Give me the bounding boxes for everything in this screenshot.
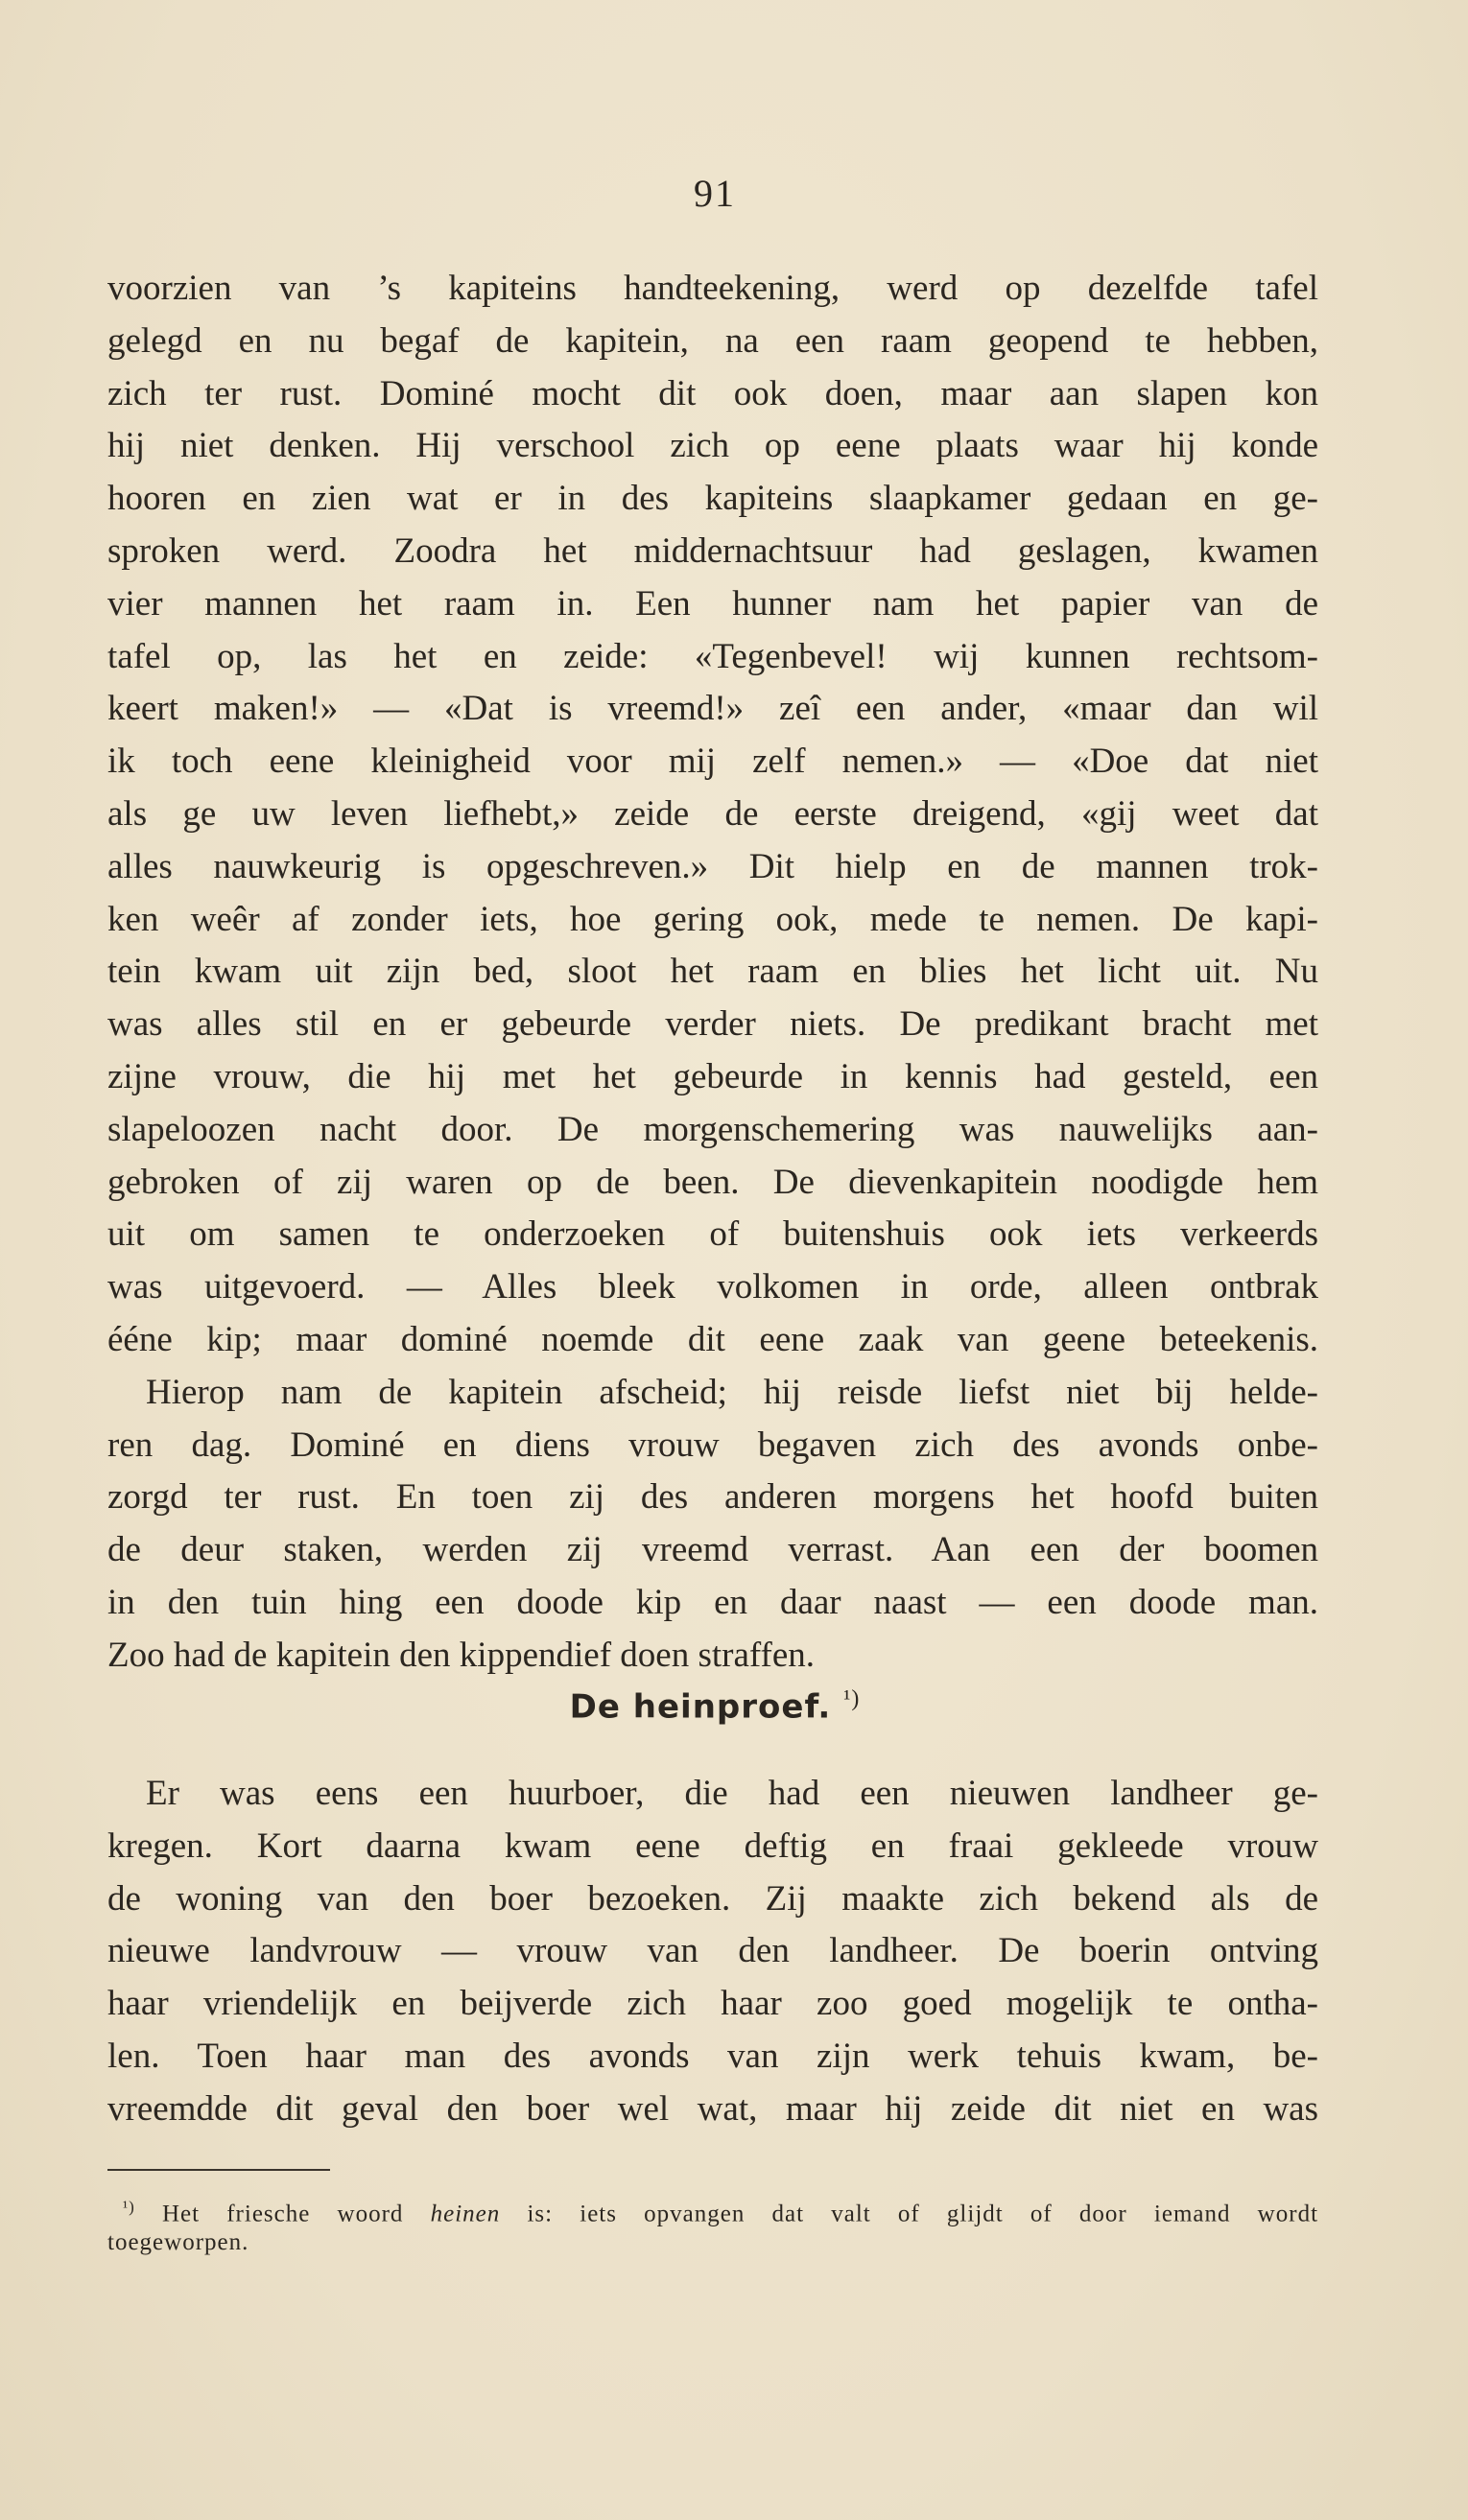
- footnote-line: toegeworpen.: [107, 2229, 249, 2255]
- footnote-line: [123, 2189, 1318, 2225]
- section-heading-text: De heinproef.: [569, 1687, 832, 1727]
- text-line: slapeloozen nacht door. De morgenschemering was nauwelijks aan-: [107, 1109, 1318, 1149]
- text-line: in den tuin hing een doode kip en daar naast — een doode man.: [107, 1582, 1318, 1622]
- text-line: haar vriendelijk en beijverde zich haar zoo goed mogelijk te ontha-: [107, 1984, 1318, 2024]
- text-line: Zoo had de kapitein den kippendief doen straffen.: [107, 1635, 816, 1675]
- text-line: tafel op, las het en zeide: «Tegenbevel! wij kunnen rechtsom-: [107, 636, 1318, 676]
- section-heading: [0, 1686, 1430, 1726]
- paragraph: [107, 1367, 1318, 1683]
- body-text: [107, 263, 1318, 1683]
- footnote-divider: [107, 2169, 330, 2171]
- text-line: als ge uw leven liefhebt,» zeide de eerste dreigend, «gij weet dat: [107, 793, 1318, 834]
- footnote-term: heinen: [430, 2201, 501, 2227]
- text-line: ik toch eene kleinigheid voor mij zelf nemen.» — «Doe dat niet: [107, 742, 1318, 782]
- text-line: vreemdde dit geval den boer wel wat, maar hij zeide dit niet en was: [107, 2088, 1318, 2129]
- text-line: tein kwam uit zijn bed, sloot het raam en blies het licht uit. Nu: [107, 952, 1318, 992]
- text-line: de deur staken, werden zij vreemd verrast. Aan een der boomen: [107, 1530, 1318, 1570]
- text-line: alles nauwkeurig is opgeschreven.» Dit hielp en de mannen trok-: [107, 846, 1318, 886]
- text-line: ken weêr af zonder iets, hoe gering ook, mede te nemen. De kapi-: [107, 899, 1318, 939]
- text-line: zijne vrouw, die hij met het gebeurde in kennis had gesteld, een: [107, 1056, 1318, 1096]
- text-line: ééne kip; maar dominé noemde dit eene zaak van geene beteekenis.: [107, 1319, 1318, 1359]
- text-line: vier mannen het raam in. Een hunner nam het papier van de: [107, 583, 1318, 624]
- text-line: keert maken!» — «Dat is vreemd!» zeî een ander, «maar dan wil: [107, 689, 1318, 729]
- text-line: len. Toen haar man des avonds van zijn werk tehuis kwam, be-: [107, 2036, 1318, 2076]
- text-line: hooren en zien wat er in des kapiteins slaapkamer gedaan en ge-: [107, 479, 1318, 519]
- text-line: Hierop nam de kapitein afscheid; hij reisde liefst niet bij helde-: [146, 1372, 1318, 1412]
- text-line: zich ter rust. Dominé mocht dit ook doen, maar aan slapen kon: [107, 373, 1318, 413]
- footnote-reference: ¹): [843, 1686, 861, 1711]
- paragraph: [107, 263, 1318, 1367]
- text-line: ren dag. Dominé en diens vrouw begaven zich des avonds onbe-: [107, 1425, 1318, 1465]
- text-line: Er was eens een huurboer, die had een nieuwen landheer ge-: [146, 1774, 1318, 1813]
- text-line: kregen. Kort daarna kwam eene deftig en fraai gekleede vrouw: [107, 1825, 1318, 1866]
- paragraph: [107, 1768, 1318, 2136]
- footnote-text: is: iets opvangen dat valt of glijdt of door iemand wordt: [527, 2201, 1319, 2227]
- text-line: gebroken of zij waren op de been. De dievenkapitein noodigde hem: [107, 1162, 1318, 1202]
- text-line: zorgd ter rust. En toen zij des anderen morgens het hoofd buiten: [107, 1477, 1318, 1518]
- footnote-text: Het friesche woord: [161, 2201, 404, 2227]
- body-text: [107, 1768, 1318, 2136]
- text-line: nieuwe landvrouw — vrouw van den landheer. De boerin ontving: [107, 1931, 1318, 1971]
- footnote-mark: ¹): [123, 2198, 135, 2216]
- text-line: gelegd en nu begaf de kapitein, na een raam geopend te hebben,: [107, 320, 1318, 361]
- text-line: voorzien van ’s kapiteins handteekening, werd op dezelfde tafel: [107, 269, 1318, 308]
- text-line: was uitgevoerd. — Alles bleek volkomen in orde, alleen ontbrak: [107, 1267, 1318, 1307]
- page-number: 91: [694, 172, 736, 215]
- footnote: [107, 2189, 1319, 2260]
- text-line: was alles stil en er gebeurde verder niets. De predikant bracht met: [107, 1004, 1318, 1045]
- text-line: hij niet denken. Hij verschool zich op eene plaats waar hij konde: [107, 426, 1318, 466]
- text-line: de woning van den boer bezoeken. Zij maakte zich bekend als de: [107, 1878, 1318, 1919]
- text-line: sproken werd. Zoodra het middernachtsuur had geslagen, kwamen: [107, 530, 1318, 571]
- text-line: uit om samen te onderzoeken of buitenshuis ook iets verkeerds: [107, 1214, 1318, 1255]
